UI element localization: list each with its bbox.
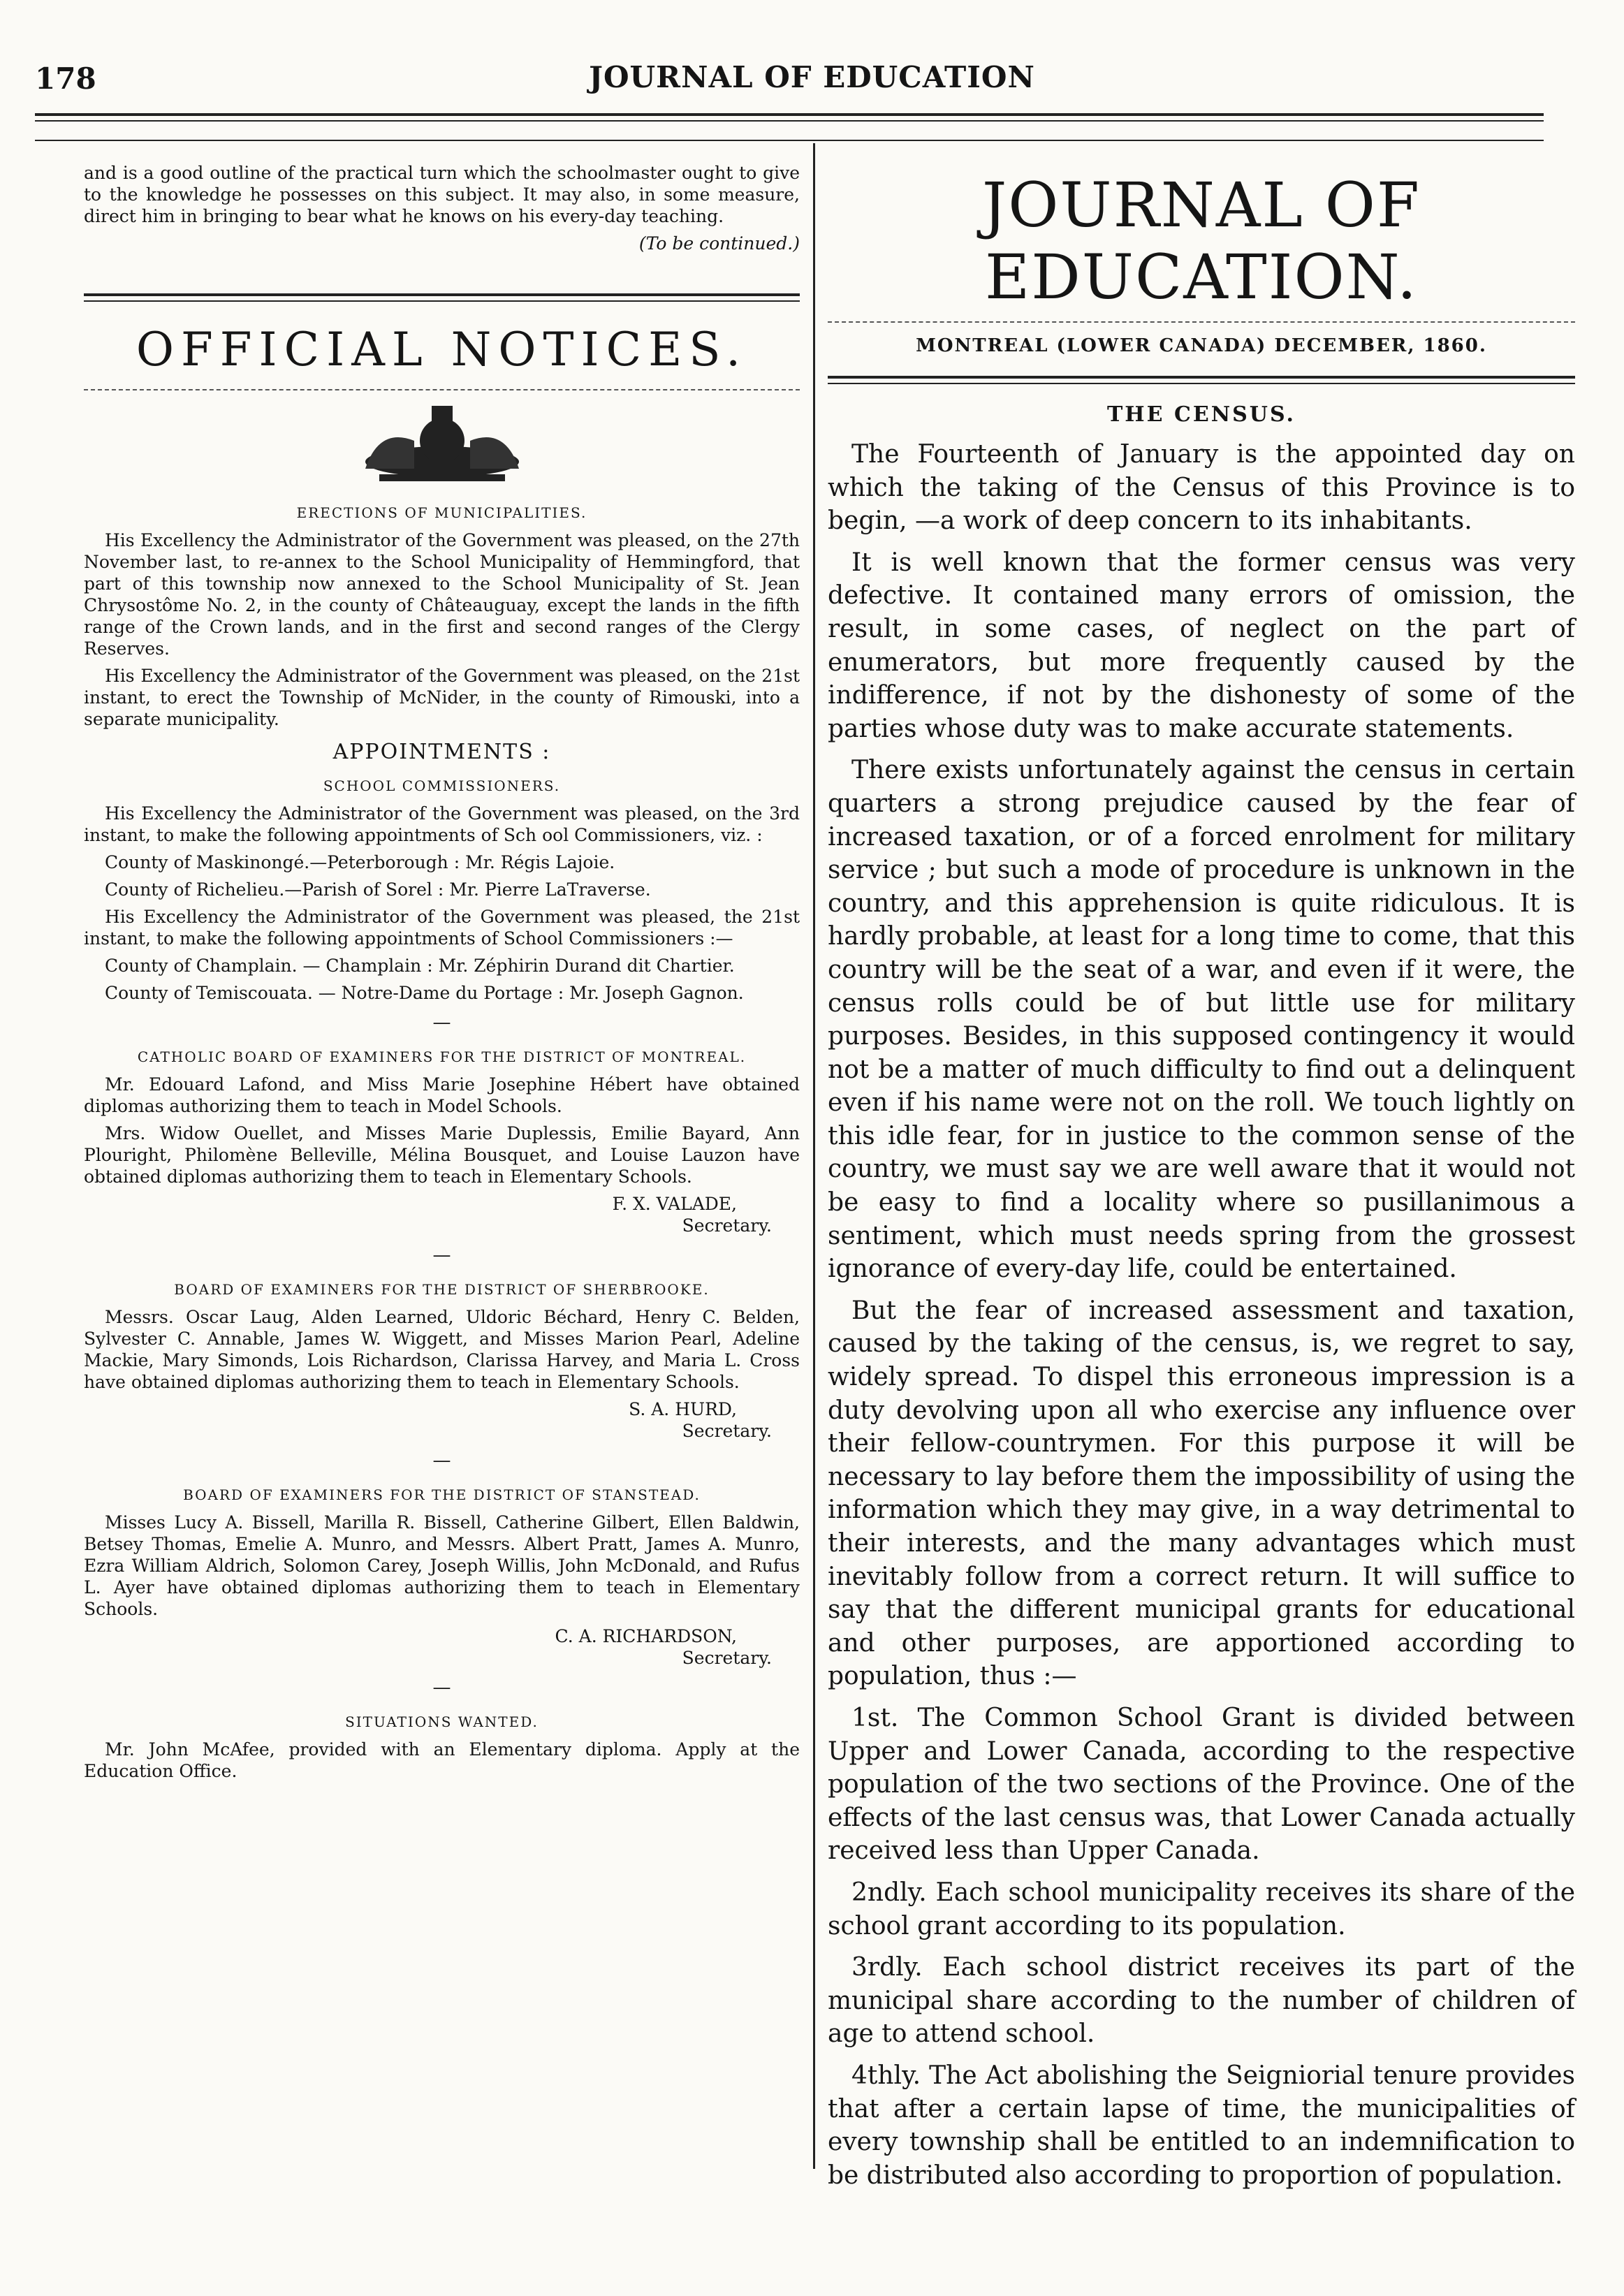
official-notices-title: OFFICIAL NOTICES.: [136, 323, 748, 376]
continuation-paragraph: and is a good outline of the practical turn which the schoolmaster ought to give to the knowledge he possesses on this subject. It may also, in some measure, direct him in bringing to bear what he knows on his every-day teaching.: [84, 163, 800, 226]
census-paragraph-8: 4thly. The Act abolishing the Seigniorial tenure provides that after a certain lapse of time, the municipalities of every township shall be entitled to an indemnification to be distributed also according to proportion of population.: [828, 2061, 1575, 2190]
montreal-paragraph-1: Mr. Edouard Lafond, and Miss Marie Josephine Hébert have obtained diplomas authorizing them to teach in Model Schools.: [84, 1074, 800, 1116]
separator-dash: —: [432, 1677, 451, 1698]
sherbrooke-board-heading: BOARD OF EXAMINERS FOR THE DISTRICT OF SHERBROOKE.: [174, 1281, 710, 1298]
census-paragraph-4: But the fear of increased assessment and taxation, caused by the taking of the census, is, we regret to say, widely spread. To dispel this erroneous impression is a duty devolving upon all who exercise any influence over their fellow-countrymen. For this purpose it will be necessary to lay before them the impossibility of using the information which they may give, in a way detrimental to their interests, and the many advantages which must inevitably follow from a correct return. It will suffice to say that the different municipal grants for educational and other purposes, are apportioned according to population, thus :—: [828, 1296, 1575, 1691]
header-rule-thin: [35, 140, 1544, 141]
header-rule-bottom: [35, 120, 1544, 122]
separator-dash: —: [432, 1245, 451, 1266]
census-article-body: [828, 438, 1575, 2192]
census-paragraph-5: 1st. The Common School Grant is divided between Upper and Lower Canada, according to the respective population of the two sections of the Province. One of the effects of the last census was, that Lower Canada actually received less than Upper Canada.: [828, 1703, 1575, 1866]
stanstead-board-heading: BOARD OF EXAMINERS FOR THE DISTRICT OF STANSTEAD.: [183, 1486, 701, 1503]
erections-paragraph-2: His Excellency the Administrator of the Government was pleased, on the 21st instant, to erect the Township of McNider, in the county of Rimouski, into a separate municipality.: [84, 666, 800, 729]
section-rule: [84, 293, 800, 302]
stanstead-signature: [84, 1625, 800, 1669]
sherbrooke-signature-title: Secretary.: [682, 1421, 772, 1441]
appointments-heading: APPOINTMENTS :: [332, 740, 551, 764]
header-rule-top: [35, 113, 1544, 116]
continuation-block: [84, 162, 800, 254]
census-paragraph-3: There exists unfortunately against the census in certain quarters a strong prejudice caused by the fear of increased taxation, or of a forced enrolment for military service ; but such a mode of procedure is unknown in the country, and this apprehension is quite ridiculous. It is hardly probable, at least for a long time to come, that this country will be the seat of a war, and even if it were, the census rolls could be of but little use for military purposes. Besides, in this supposed contingency it would not be a matter of much difficulty to find out a delinquent even if his name were not on the roll. We touch lightly on this idle fear, for in justice to the common sense of the country, we must say we are well aware that it would not be easy to find a locality where so pusillanimous a sentiment, which must needs spring from the grossest ignorance of every-day life, could be entertained.: [828, 756, 1575, 1284]
stanstead-signature-name: C. A. RICHARDSON,: [555, 1626, 737, 1646]
appointments-paragraph-2: County of Maskinongé.—Peterborough : Mr. Régis Lajoie.: [105, 852, 615, 872]
montreal-paragraph-2: Mrs. Widow Ouellet, and Misses Marie Duplessis, Emilie Bayard, Ann Plouright, Philomène Belleville, Mélina Bousquet, and Louise Lauzon have obtained diplomas authorizing them to teach in Elementary Schools.: [84, 1123, 800, 1187]
census-paragraph-1: The Fourteenth of January is the appointed day on which the taking of the Census of this Province is to begin, —a work of deep concern to its inhabitants.: [828, 440, 1575, 536]
sherbrooke-signature-name: S. A. HURD,: [629, 1399, 737, 1419]
separator-dash: —: [432, 1012, 451, 1033]
column-divider: [813, 143, 815, 2169]
census-paragraph-6: 2ndly. Each school municipality receives its share of the school grant according to its population.: [828, 1878, 1575, 1940]
erections-heading: ERECTIONS OF MUNICIPALITIES.: [296, 504, 587, 521]
situations-wanted-heading: SITUATIONS WANTED.: [345, 1713, 539, 1730]
montreal-signature: [84, 1193, 800, 1236]
page-number: 178: [35, 61, 96, 96]
royal-arms-emblem-icon: [337, 399, 547, 490]
montreal-board-heading: CATHOLIC BOARD OF EXAMINERS FOR THE DISTRICT OF MONTREAL.: [137, 1048, 747, 1065]
montreal-signature-title: Secretary.: [682, 1215, 772, 1236]
title-ornament-rule: [84, 383, 800, 390]
to-be-continued: (To be continued.): [638, 233, 800, 254]
left-column: [84, 162, 800, 1787]
stanstead-signature-title: Secretary.: [682, 1648, 772, 1668]
census-paragraph-7: 3rdly. Each school district receives its part of the municipal share according to the number of children of age to attend school.: [828, 1953, 1575, 2049]
appointments-paragraph-5: County of Champlain. — Champlain : Mr. Zéphirin Durand dit Chartier.: [105, 956, 735, 976]
dateline: MONTREAL (LOWER CANADA) DECEMBER, 1860.: [916, 335, 1487, 356]
situations-paragraph-1: Mr. John McAfee, provided with an Elementary diploma. Apply at the Education Office.: [84, 1739, 800, 1781]
running-title: JOURNAL OF EDUCATION: [589, 60, 1035, 94]
journal-title-ornament: [828, 316, 1575, 323]
school-commissioners-heading: SCHOOL COMMISSIONERS.: [323, 777, 561, 794]
appointments-paragraph-4: His Excellency the Administrator of the Government was pleased, the 21st instant, to make the following appointments of School Commissioners :—: [84, 907, 800, 949]
journal-title: JOURNAL OF EDUCATION.: [981, 169, 1421, 313]
erections-paragraph-1: His Excellency the Administrator of the Government was pleased, on the 27th November last, to re-annex to the School Municipality of Hemmingford, that part of this township now annexed to the School Municipality of St. Jean Chrysostôme No. 2, in the county of Châteauguay, except the lands in the fifth range of the Crown lands, and in the first and second ranges of the Clergy Reserves.: [84, 530, 800, 659]
stanstead-paragraph-1: Misses Lucy A. Bissell, Marilla R. Bissell, Catherine Gilbert, Ellen Baldwin, Betsey Thomas, Emelie A. Munro, and Messrs. Albert Pratt, James A. Munro, Ezra William Aldrich, Solomon Carey, Joseph Willis, John McDonald, and Rufus L. Ayer have obtained diplomas authorizing them to teach in Elementary Schools.: [84, 1512, 800, 1619]
sherbrooke-paragraph-1: Messrs. Oscar Laug, Alden Learned, Uldoric Béchard, Henry C. Belden, Sylvester C. Annable, James W. Wiggett, and Misses Marion Pearl, Adeline Mackie, Mary Simonds, Lois Richardson, Clarissa Harvey, and Maria L. Cross have obtained diplomas authorizing them to teach in Elementary Schools.: [84, 1307, 800, 1392]
appointments-paragraph-6: County of Temiscouata. — Notre-Dame du Portage : Mr. Joseph Gagnon.: [105, 983, 744, 1003]
notices-body: [84, 502, 800, 1782]
census-article-title: THE CENSUS.: [1106, 402, 1296, 427]
appointments-paragraph-3: County of Richelieu.—Parish of Sorel : Mr. Pierre LaTraverse.: [105, 879, 651, 900]
census-paragraph-2: It is well known that the former census was very defective. It contained many errors of omission, the result, in some cases, of neglect on the part of enumerators, but more frequently caused by the indifference, if not by the dishonesty of some of the parties whose duty was to make accurate statements.: [828, 548, 1575, 743]
right-column: [828, 162, 1575, 2200]
sherbrooke-signature: [84, 1398, 800, 1442]
appointments-paragraph-1: His Excellency the Administrator of the Government was pleased, on the 3rd instant, to make the following appointments of Sch ool Commissioners, viz. :: [84, 803, 800, 845]
montreal-signature-name: F. X. VALADE,: [612, 1194, 737, 1214]
separator-dash: —: [432, 1450, 451, 1471]
dateline-rule: [828, 376, 1575, 384]
